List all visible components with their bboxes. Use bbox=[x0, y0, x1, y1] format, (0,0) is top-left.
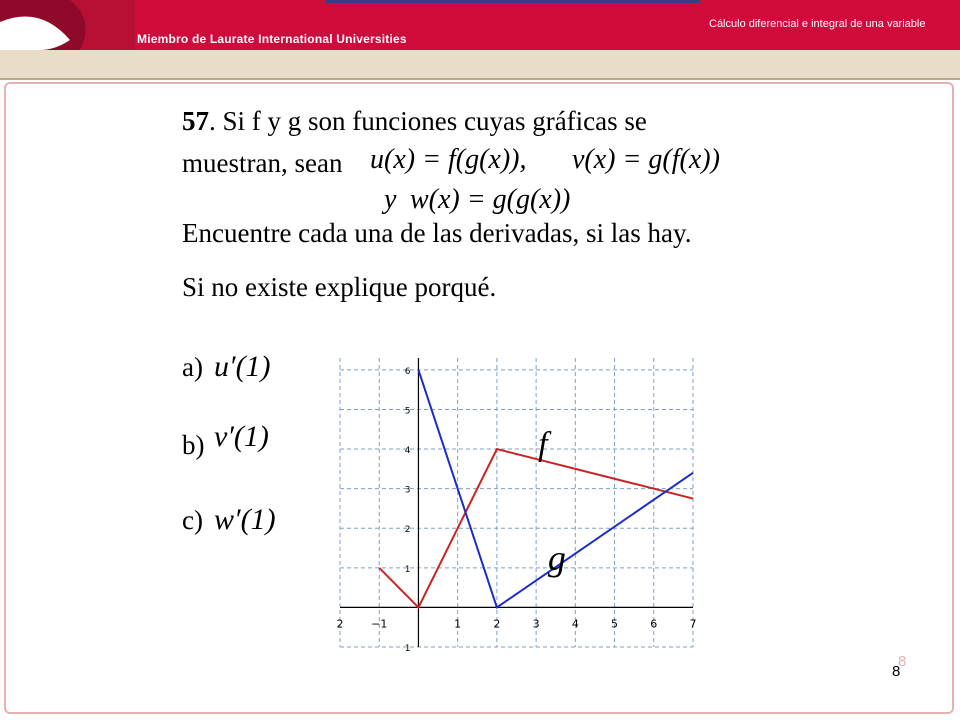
x-tick-label: 6 bbox=[650, 617, 658, 631]
x-tick-label: 2 bbox=[336, 617, 344, 631]
item-c-expr: w′(1) bbox=[214, 503, 276, 536]
y-tick-label: 1 bbox=[404, 644, 411, 652]
v-definition: v(x) = g(f(x)) bbox=[572, 144, 720, 175]
w-prefix: y bbox=[384, 184, 397, 215]
item-a-expr: u′(1) bbox=[214, 350, 271, 383]
x-tick-label: 1 bbox=[454, 617, 462, 631]
series-g-label: g bbox=[547, 537, 566, 578]
x-tick-label: 4 bbox=[571, 617, 579, 631]
problem-number: 57 bbox=[182, 106, 209, 136]
item-b-label: b) bbox=[182, 430, 205, 460]
header-accent-line bbox=[325, 0, 700, 3]
y-tick-label: 6 bbox=[404, 366, 411, 377]
course-title: Cálculo diferencial e integral de una variable bbox=[709, 18, 926, 30]
university-logo bbox=[0, 0, 135, 50]
x-tick-label: 3 bbox=[532, 617, 540, 631]
function-graph bbox=[335, 350, 697, 652]
x-tick-label: 5 bbox=[611, 617, 619, 631]
item-c-label: c) bbox=[182, 505, 203, 535]
u-definition: u(x) = f(g(x)), bbox=[370, 144, 527, 175]
y-tick-label: 2 bbox=[404, 525, 411, 536]
explain-line: Si no existe explique porqué. bbox=[182, 272, 497, 302]
page-number-shadow: 8 bbox=[898, 653, 907, 670]
header-title: Miembro de Laurate International Universities bbox=[137, 32, 407, 46]
x-tick-label: −1 bbox=[371, 617, 388, 631]
problem-intro: . Si f y g son funciones cuyas gráficas se bbox=[209, 106, 647, 136]
x-tick-label: 7 bbox=[689, 617, 697, 631]
w-definition: w(x) = g(g(x)) bbox=[410, 184, 571, 215]
y-tick-label: 3 bbox=[404, 485, 411, 496]
y-tick-label: 5 bbox=[404, 406, 411, 417]
series-f-label: f bbox=[538, 425, 548, 463]
item-a-label: a) bbox=[182, 352, 203, 382]
problem-line-1 bbox=[182, 106, 647, 137]
y-tick-label: 1 bbox=[404, 564, 411, 575]
logo-swoosh-icon bbox=[0, 0, 135, 50]
problem-line-2: muestran, sean bbox=[182, 148, 343, 178]
y-tick-label: 4 bbox=[404, 446, 411, 457]
x-tick-label: 2 bbox=[493, 617, 501, 631]
item-b-expr: v′(1) bbox=[214, 420, 269, 453]
page-number: 8 bbox=[892, 663, 901, 680]
instructions-line: Encuentre cada una de las derivadas, si las hay. bbox=[182, 218, 692, 248]
header-subbar bbox=[0, 50, 960, 80]
